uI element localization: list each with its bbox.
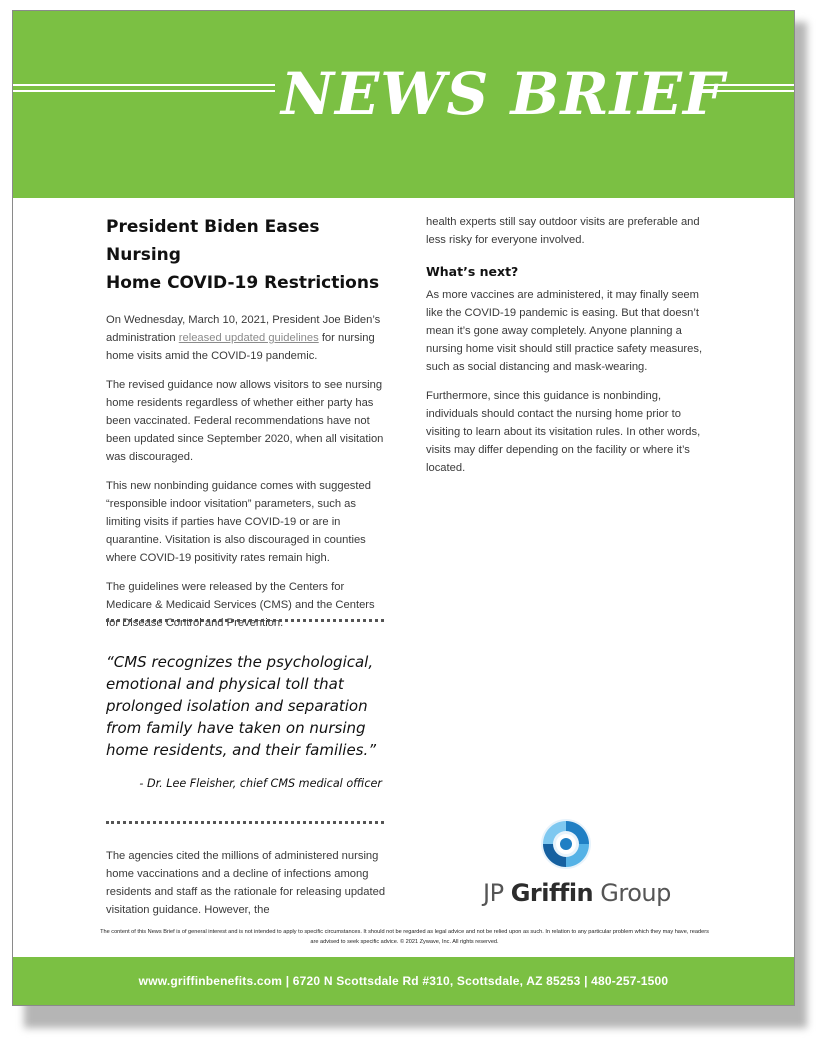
section-subhead: What’s next? — [426, 264, 519, 279]
paragraph-text: On Wednesday, March 10, 2021, President Joe Biden’s administration — [106, 314, 381, 344]
footer-bar — [13, 957, 794, 1005]
news-brief-page — [12, 10, 795, 1006]
article-headline — [106, 213, 386, 297]
dotted-divider — [106, 619, 384, 622]
logo-text-part: Griffin — [510, 879, 594, 907]
headline-line: Home COVID-19 Restrictions — [106, 273, 380, 293]
banner-rule — [13, 90, 275, 92]
paragraph: This new nonbinding guidance comes with suggested “responsible indoor visitation” parameters, such as limiting visits if parties have COVID-19 or are in quarantine. Visitation is also discouraged in counties where COVID-19 positivity rates remain high. — [106, 480, 371, 564]
company-logo-text — [483, 879, 683, 907]
paragraph: The agencies cited the millions of administered nursing home vaccinations and a decline of infections among residents and staff as the rationale for releasing updated visitation guidance. However, the — [106, 850, 386, 916]
paragraph — [106, 311, 386, 365]
guidelines-link[interactable]: released updated guidelines — [178, 332, 319, 344]
paragraph: health experts still say outdoor visits are preferable and less risky for everyone involved. — [426, 216, 700, 246]
quote-attribution: - Dr. Lee Fleisher, chief CMS medical officer — [139, 777, 382, 790]
paragraph: The revised guidance now allows visitors to see nursing home residents regardless of whether either party has been vaccinated. Federal recommendations have not been updated since September 2020, when all visitation was discouraged. — [106, 379, 384, 463]
header-banner — [13, 11, 794, 198]
headline-line: President Biden Eases Nursing — [106, 217, 320, 265]
logo-text-part: Group — [593, 879, 671, 907]
paragraph-text: for nursing home visits amid the COVID-19 pandemic. — [106, 332, 375, 362]
pull-quote: “CMS recognizes the psychological, emotional and physical toll that prolonged isolation and separation from family have taken on nursing home residents, and their families.” — [106, 653, 377, 759]
legal-disclaimer: The content of this News Brief is of general interest and is not intended to apply to specific circumstances. It should not be regarded as legal advice and not be relied upon as such. In relation to any particular problem which they may have, readers are advised to seek specific advice. © 2021 Zywave, Inc. All rights reserved. — [100, 929, 709, 945]
paragraph: Furthermore, since this guidance is nonbinding, individuals should contact the nursing home prior to visiting to learn about its visitation rules. In other words, visits may differ depending on the facility or where it’s located. — [426, 390, 701, 474]
footer-contact: www.griffinbenefits.com | 6720 N Scottsdale Rd #310, Scottsdale, AZ 85253 | 480-257-1500 — [138, 974, 669, 988]
banner-title: NEWS BRIEF — [281, 60, 726, 128]
paragraph: As more vaccines are administered, it may finally seem like the COVID-19 pandemic is easing. But that doesn’t mean it’s gone away completely. Anyone planning a nursing home visit should still practice safety measures, such as social distancing and mask-wearing. — [426, 289, 703, 373]
griffin-logo-icon — [539, 817, 593, 871]
dotted-divider — [106, 821, 384, 824]
paragraph: The guidelines were released by the Centers for Medicare & Medicaid Services (CMS) and the Centers for Disease Control and Prevention. — [106, 581, 375, 629]
banner-rule — [13, 84, 275, 86]
right-column — [426, 213, 711, 477]
logo-text-part: JP — [483, 879, 511, 907]
left-column — [106, 213, 386, 632]
